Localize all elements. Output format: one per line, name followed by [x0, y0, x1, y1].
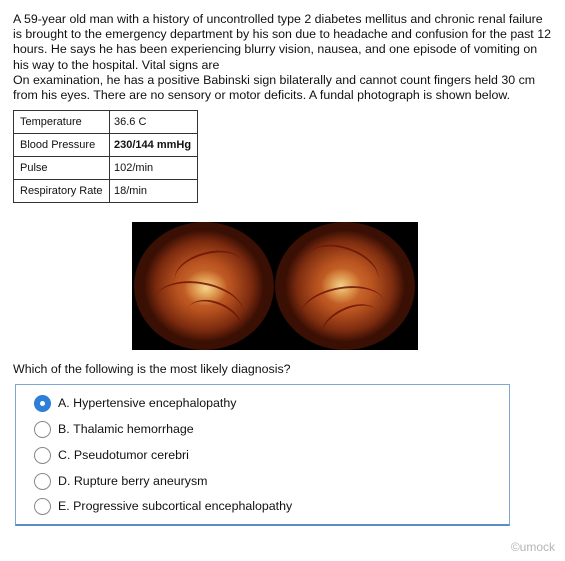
vital-label: Temperature — [14, 111, 110, 134]
table-row — [14, 134, 198, 157]
vital-signs-table — [13, 110, 198, 203]
fundus-right-eye — [275, 222, 415, 350]
option-text: Hypertensive encephalopathy — [73, 396, 237, 410]
umock-watermark: ©umock — [510, 540, 555, 554]
vital-value: 230/144 mmHg — [110, 134, 198, 157]
vital-label: Blood Pressure — [14, 134, 110, 157]
option-text: Progressive subcortical encephalopathy — [73, 499, 293, 513]
answer-options — [15, 384, 510, 526]
table-row — [14, 111, 198, 134]
table-row — [14, 157, 198, 180]
question-prompt: Which of the following is the most likely diagnosis? — [13, 362, 291, 376]
vital-value: 102/min — [110, 157, 198, 180]
vital-value: 36.6 C — [110, 111, 198, 134]
option-a[interactable] — [34, 393, 236, 413]
fundus-left-eye — [134, 222, 274, 350]
fundal-photograph — [132, 222, 418, 350]
option-e[interactable] — [34, 496, 292, 516]
option-letter: A. — [58, 396, 70, 410]
radio-icon[interactable] — [34, 447, 51, 464]
option-letter: C. — [58, 448, 71, 462]
option-text: Rupture berry aneurysm — [73, 474, 208, 488]
stem-paragraph-1: A 59-year old man with a history of uncontrolled type 2 diabetes mellitus and chronic renal failure is brought to the emergency department by his son due to headache and confusion for the past 12 hours. He says he has been experiencing blurry vision, nausea, and one episode of vomiting on his way to the hospital. Vital signs are — [13, 12, 551, 72]
table-row — [14, 180, 198, 203]
radio-icon[interactable] — [34, 421, 51, 438]
option-text: Thalamic hemorrhage — [73, 422, 194, 436]
radio-selected-icon[interactable] — [34, 395, 51, 412]
vital-value: 18/min — [110, 180, 198, 203]
option-b[interactable] — [34, 419, 194, 439]
option-c[interactable] — [34, 445, 189, 465]
question-stem — [13, 12, 553, 103]
radio-icon[interactable] — [34, 473, 51, 490]
stem-paragraph-2: On examination, he has a positive Babinski sign bilaterally and cannot count fingers held 30 cm from his eyes. There are no sensory or motor deficits. A fundal photograph is shown below. — [13, 72, 536, 103]
option-d[interactable] — [34, 471, 207, 491]
option-letter: D. — [58, 474, 71, 488]
option-letter: E. — [58, 499, 70, 513]
option-letter: B. — [58, 422, 70, 436]
radio-icon[interactable] — [34, 498, 51, 515]
vital-label: Respiratory Rate — [14, 180, 110, 203]
option-text: Pseudotumor cerebri — [73, 448, 189, 462]
vital-label: Pulse — [14, 157, 110, 180]
